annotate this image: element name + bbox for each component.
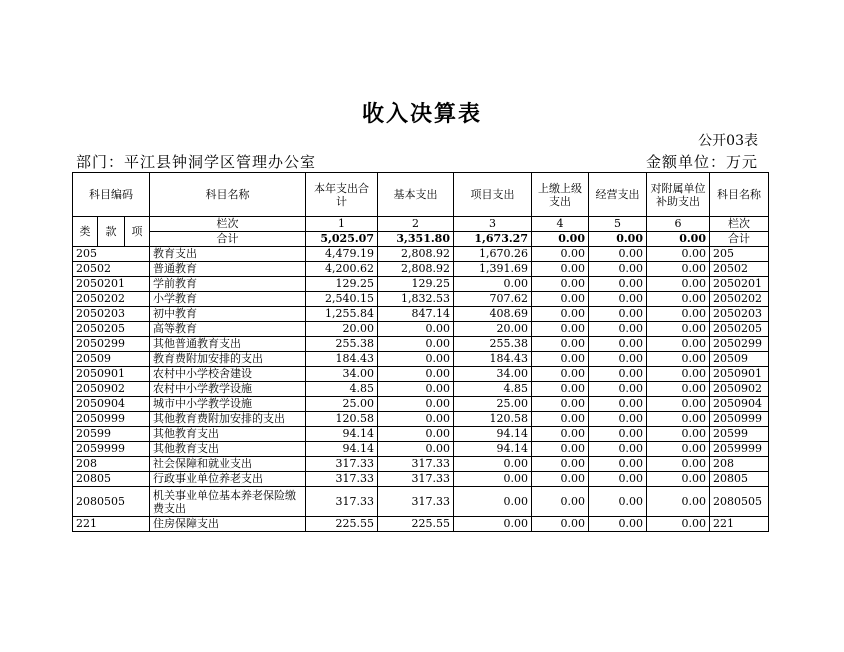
row-value: 0.00 bbox=[532, 427, 589, 442]
header-total: 本年支出合计 bbox=[306, 173, 378, 217]
table-row bbox=[73, 367, 769, 382]
row-value: 0.00 bbox=[532, 442, 589, 457]
row-value: 4.85 bbox=[454, 382, 532, 397]
row-value: 1,832.53 bbox=[378, 292, 454, 307]
row-value: 0.00 bbox=[532, 247, 589, 262]
row-value: 0.00 bbox=[647, 292, 710, 307]
row-value: 34.00 bbox=[454, 367, 532, 382]
row-value: 0.00 bbox=[647, 457, 710, 472]
row-value: 2,808.92 bbox=[378, 262, 454, 277]
row-value: 317.33 bbox=[306, 487, 378, 517]
row-value: 0.00 bbox=[647, 427, 710, 442]
total-value: 5,025.07 bbox=[306, 232, 378, 247]
row-name: 高等教育 bbox=[150, 322, 306, 337]
row-code: 2050201 bbox=[73, 277, 150, 292]
header-project: 项目支出 bbox=[454, 173, 532, 217]
row-value: 94.14 bbox=[454, 427, 532, 442]
heji-label: 合计 bbox=[150, 232, 306, 247]
row-value: 0.00 bbox=[532, 352, 589, 367]
row-value: 0.00 bbox=[378, 322, 454, 337]
row-value: 0.00 bbox=[647, 397, 710, 412]
page-title: 收入决算表 bbox=[361, 101, 482, 127]
row-value: 317.33 bbox=[378, 487, 454, 517]
row-code-2: 2050203 bbox=[710, 307, 769, 322]
form-code: 公开03表 bbox=[698, 133, 758, 149]
row-name: 教育支出 bbox=[150, 247, 306, 262]
row-code: 2059999 bbox=[73, 442, 150, 457]
row-value: 0.00 bbox=[647, 277, 710, 292]
row-value: 0.00 bbox=[647, 472, 710, 487]
heji-label-2: 合计 bbox=[710, 232, 769, 247]
table-row bbox=[73, 307, 769, 322]
row-value: 0.00 bbox=[454, 517, 532, 532]
row-code: 20599 bbox=[73, 427, 150, 442]
totals-row bbox=[73, 232, 769, 247]
row-value: 0.00 bbox=[647, 367, 710, 382]
row-value: 0.00 bbox=[589, 472, 647, 487]
row-name: 小学教育 bbox=[150, 292, 306, 307]
row-value: 408.69 bbox=[454, 307, 532, 322]
row-value: 0.00 bbox=[647, 262, 710, 277]
row-value: 25.00 bbox=[306, 397, 378, 412]
row-value: 0.00 bbox=[532, 412, 589, 427]
row-value: 0.00 bbox=[454, 457, 532, 472]
row-code: 208 bbox=[73, 457, 150, 472]
row-name: 学前教育 bbox=[150, 277, 306, 292]
row-value: 120.58 bbox=[306, 412, 378, 427]
row-value: 0.00 bbox=[378, 337, 454, 352]
row-value: 0.00 bbox=[589, 517, 647, 532]
table-row bbox=[73, 277, 769, 292]
row-value: 34.00 bbox=[306, 367, 378, 382]
row-value: 0.00 bbox=[378, 397, 454, 412]
row-value: 317.33 bbox=[378, 457, 454, 472]
table-row bbox=[73, 397, 769, 412]
row-value: 0.00 bbox=[454, 472, 532, 487]
row-value: 94.14 bbox=[306, 427, 378, 442]
row-value: 0.00 bbox=[378, 427, 454, 442]
row-value: 225.55 bbox=[378, 517, 454, 532]
total-value: 0.00 bbox=[589, 232, 647, 247]
table-row bbox=[73, 442, 769, 457]
row-value: 255.38 bbox=[306, 337, 378, 352]
column-number: 2 bbox=[378, 217, 454, 232]
row-code-2: 205 bbox=[710, 247, 769, 262]
row-name: 城市中小学教学设施 bbox=[150, 397, 306, 412]
row-name: 机关事业单位基本养老保险缴费支出 bbox=[150, 487, 306, 517]
row-code: 20502 bbox=[73, 262, 150, 277]
lanci-label: 栏次 bbox=[150, 217, 306, 232]
row-value: 1,391.69 bbox=[454, 262, 532, 277]
row-value: 0.00 bbox=[378, 412, 454, 427]
row-value: 255.38 bbox=[454, 337, 532, 352]
row-value: 0.00 bbox=[589, 307, 647, 322]
table-row bbox=[73, 262, 769, 277]
row-code-2: 20509 bbox=[710, 352, 769, 367]
row-value: 4,479.19 bbox=[306, 247, 378, 262]
row-code: 2050999 bbox=[73, 412, 150, 427]
header-subsidy: 对附属单位补助支出 bbox=[647, 173, 710, 217]
row-code: 221 bbox=[73, 517, 150, 532]
row-value: 317.33 bbox=[306, 472, 378, 487]
row-value: 1,255.84 bbox=[306, 307, 378, 322]
row-value: 0.00 bbox=[454, 277, 532, 292]
row-value: 0.00 bbox=[532, 307, 589, 322]
table-row bbox=[73, 322, 769, 337]
row-code-2: 2050299 bbox=[710, 337, 769, 352]
row-value: 0.00 bbox=[532, 517, 589, 532]
table-row bbox=[73, 427, 769, 442]
row-value: 0.00 bbox=[532, 262, 589, 277]
row-name: 教育费附加安排的支出 bbox=[150, 352, 306, 367]
row-value: 184.43 bbox=[306, 352, 378, 367]
table-row bbox=[73, 292, 769, 307]
row-name: 其他教育支出 bbox=[150, 427, 306, 442]
row-code: 20805 bbox=[73, 472, 150, 487]
row-name: 普通教育 bbox=[150, 262, 306, 277]
row-code: 2050202 bbox=[73, 292, 150, 307]
column-number: 4 bbox=[532, 217, 589, 232]
row-value: 0.00 bbox=[589, 382, 647, 397]
header-lei: 类 bbox=[73, 217, 98, 247]
header-xiang: 项 bbox=[125, 217, 150, 247]
row-value: 0.00 bbox=[532, 472, 589, 487]
row-value: 0.00 bbox=[647, 352, 710, 367]
row-value: 0.00 bbox=[532, 457, 589, 472]
row-code: 2050203 bbox=[73, 307, 150, 322]
row-name: 其他教育支出 bbox=[150, 442, 306, 457]
header-name-2: 科目名称 bbox=[710, 173, 769, 217]
row-value: 0.00 bbox=[532, 292, 589, 307]
column-number: 5 bbox=[589, 217, 647, 232]
row-value: 0.00 bbox=[647, 517, 710, 532]
row-value: 0.00 bbox=[589, 487, 647, 517]
row-value: 120.58 bbox=[454, 412, 532, 427]
row-value: 0.00 bbox=[647, 442, 710, 457]
row-value: 25.00 bbox=[454, 397, 532, 412]
row-value: 129.25 bbox=[306, 277, 378, 292]
row-value: 20.00 bbox=[306, 322, 378, 337]
row-value: 0.00 bbox=[532, 277, 589, 292]
row-value: 0.00 bbox=[589, 337, 647, 352]
row-code: 2080505 bbox=[73, 487, 150, 517]
row-code: 2050902 bbox=[73, 382, 150, 397]
row-value: 0.00 bbox=[589, 442, 647, 457]
row-value: 0.00 bbox=[378, 442, 454, 457]
row-value: 129.25 bbox=[378, 277, 454, 292]
header-name: 科目名称 bbox=[150, 173, 306, 217]
row-value: 0.00 bbox=[454, 487, 532, 517]
table-row bbox=[73, 457, 769, 472]
total-value: 0.00 bbox=[647, 232, 710, 247]
row-code: 2050904 bbox=[73, 397, 150, 412]
table-row bbox=[73, 412, 769, 427]
header-row bbox=[73, 173, 769, 217]
column-number: 3 bbox=[454, 217, 532, 232]
row-name: 其他教育费附加安排的支出 bbox=[150, 412, 306, 427]
table-row bbox=[73, 487, 769, 517]
row-value: 94.14 bbox=[454, 442, 532, 457]
column-number: 6 bbox=[647, 217, 710, 232]
row-value: 0.00 bbox=[647, 307, 710, 322]
row-name: 行政事业单位养老支出 bbox=[150, 472, 306, 487]
row-code-2: 2050901 bbox=[710, 367, 769, 382]
unit-label: 金额单位：万元 bbox=[645, 153, 758, 171]
row-value: 0.00 bbox=[647, 412, 710, 427]
lanci-label-2: 栏次 bbox=[710, 217, 769, 232]
row-code-2: 2050999 bbox=[710, 412, 769, 427]
row-value: 0.00 bbox=[532, 487, 589, 517]
row-name: 初中教育 bbox=[150, 307, 306, 322]
row-code-2: 2050201 bbox=[710, 277, 769, 292]
row-value: 0.00 bbox=[589, 397, 647, 412]
row-name: 社会保障和就业支出 bbox=[150, 457, 306, 472]
row-code-2: 2050904 bbox=[710, 397, 769, 412]
table-row bbox=[73, 352, 769, 367]
header-kuan: 款 bbox=[98, 217, 125, 247]
total-value: 3,351.80 bbox=[378, 232, 454, 247]
table-row bbox=[73, 382, 769, 397]
row-code-2: 20805 bbox=[710, 472, 769, 487]
header-code: 科目编码 bbox=[73, 173, 150, 217]
table-row bbox=[73, 472, 769, 487]
row-value: 0.00 bbox=[532, 367, 589, 382]
total-value: 0.00 bbox=[532, 232, 589, 247]
row-value: 0.00 bbox=[589, 352, 647, 367]
row-name: 其他普通教育支出 bbox=[150, 337, 306, 352]
row-value: 0.00 bbox=[647, 322, 710, 337]
row-value: 0.00 bbox=[589, 322, 647, 337]
total-value: 1,673.27 bbox=[454, 232, 532, 247]
row-value: 0.00 bbox=[378, 382, 454, 397]
row-value: 0.00 bbox=[532, 337, 589, 352]
row-name: 农村中小学校舍建设 bbox=[150, 367, 306, 382]
row-value: 0.00 bbox=[589, 457, 647, 472]
row-value: 0.00 bbox=[647, 487, 710, 517]
header-basic: 基本支出 bbox=[378, 173, 454, 217]
row-code-2: 2050205 bbox=[710, 322, 769, 337]
row-value: 0.00 bbox=[647, 247, 710, 262]
table-row bbox=[73, 517, 769, 532]
column-number: 1 bbox=[306, 217, 378, 232]
row-value: 0.00 bbox=[532, 322, 589, 337]
table-row bbox=[73, 337, 769, 352]
row-name: 住房保障支出 bbox=[150, 517, 306, 532]
row-value: 847.14 bbox=[378, 307, 454, 322]
row-code: 20509 bbox=[73, 352, 150, 367]
row-value: 707.62 bbox=[454, 292, 532, 307]
row-value: 0.00 bbox=[532, 397, 589, 412]
row-value: 0.00 bbox=[589, 412, 647, 427]
row-value: 4,200.62 bbox=[306, 262, 378, 277]
income-table bbox=[72, 172, 769, 532]
row-value: 0.00 bbox=[589, 292, 647, 307]
row-value: 94.14 bbox=[306, 442, 378, 457]
row-code-2: 2059999 bbox=[710, 442, 769, 457]
row-value: 0.00 bbox=[647, 382, 710, 397]
row-value: 0.00 bbox=[589, 367, 647, 382]
row-code-2: 2050202 bbox=[710, 292, 769, 307]
row-value: 1,670.26 bbox=[454, 247, 532, 262]
row-value: 2,540.15 bbox=[306, 292, 378, 307]
row-value: 2,808.92 bbox=[378, 247, 454, 262]
column-number-row bbox=[73, 217, 769, 232]
row-value: 0.00 bbox=[589, 247, 647, 262]
row-value: 20.00 bbox=[454, 322, 532, 337]
row-code: 2050299 bbox=[73, 337, 150, 352]
row-code-2: 2050902 bbox=[710, 382, 769, 397]
row-value: 184.43 bbox=[454, 352, 532, 367]
row-code: 2050205 bbox=[73, 322, 150, 337]
row-code-2: 20599 bbox=[710, 427, 769, 442]
table-row bbox=[73, 247, 769, 262]
row-value: 0.00 bbox=[378, 352, 454, 367]
row-value: 0.00 bbox=[589, 427, 647, 442]
row-value: 317.33 bbox=[378, 472, 454, 487]
row-code-2: 221 bbox=[710, 517, 769, 532]
row-code: 2050901 bbox=[73, 367, 150, 382]
row-value: 4.85 bbox=[306, 382, 378, 397]
row-value: 0.00 bbox=[589, 262, 647, 277]
row-code-2: 2080505 bbox=[710, 487, 769, 517]
header-upper: 上缴上级支出 bbox=[532, 173, 589, 217]
header-business: 经营支出 bbox=[589, 173, 647, 217]
row-value: 0.00 bbox=[589, 277, 647, 292]
department-label: 部门：平江县钟洞学区管理办公室 bbox=[76, 153, 317, 171]
row-code: 205 bbox=[73, 247, 150, 262]
row-value: 0.00 bbox=[378, 367, 454, 382]
row-name: 农村中小学教学设施 bbox=[150, 382, 306, 397]
row-value: 0.00 bbox=[532, 382, 589, 397]
row-value: 0.00 bbox=[647, 337, 710, 352]
row-code-2: 208 bbox=[710, 457, 769, 472]
row-code-2: 20502 bbox=[710, 262, 769, 277]
row-value: 317.33 bbox=[306, 457, 378, 472]
row-value: 225.55 bbox=[306, 517, 378, 532]
